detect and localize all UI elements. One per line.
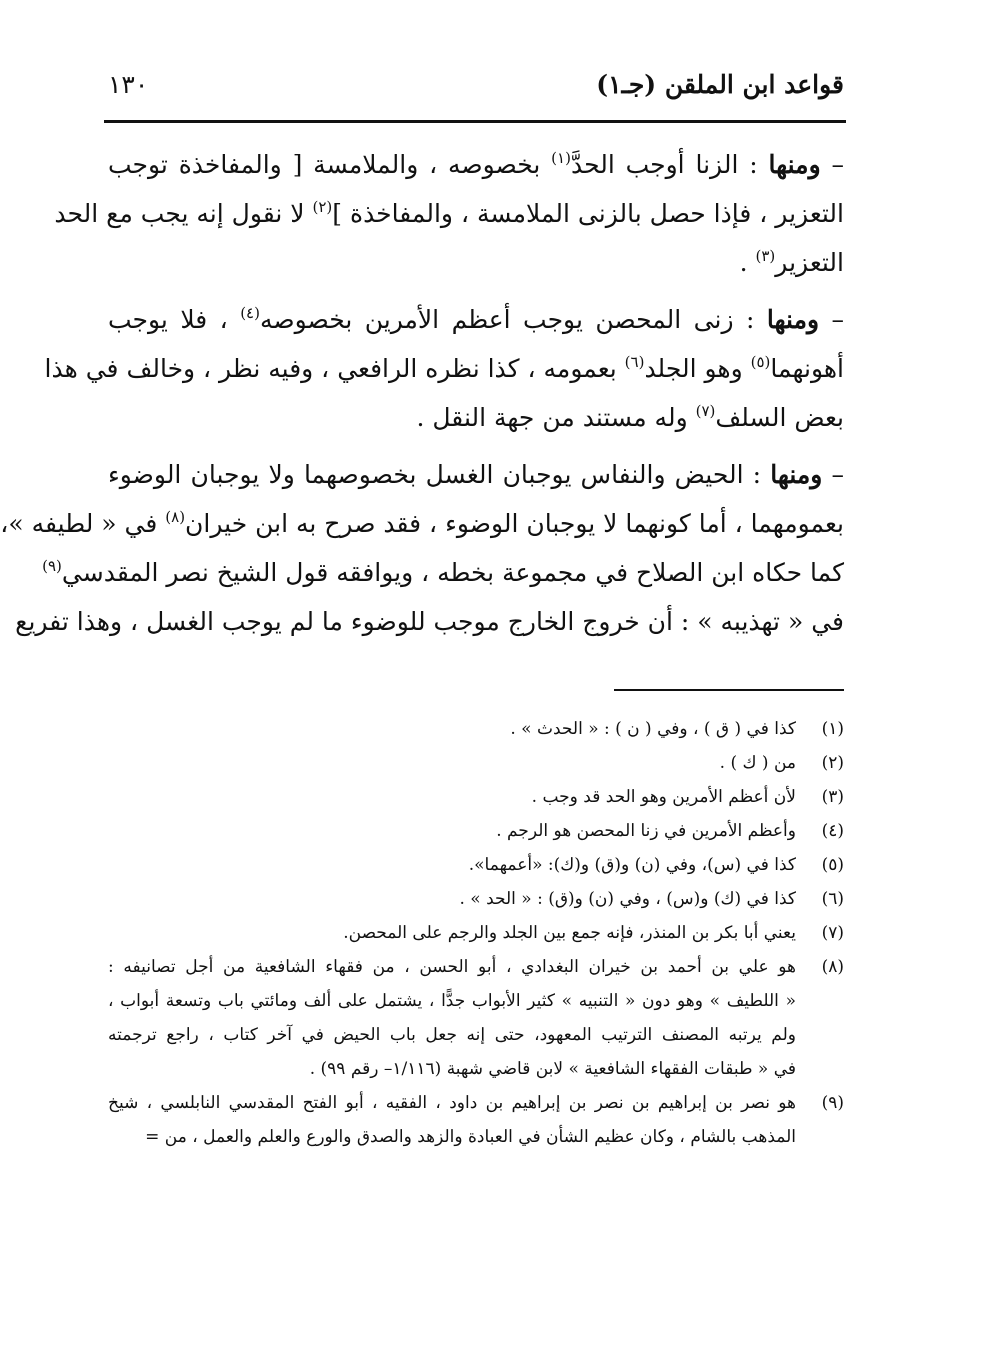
text-run: ، فلا يوجب [108, 305, 241, 334]
footnote-line: هو علي بن أحمد بن خيران البغدادي ، أبو الحسن ، من فقهاء الشافعية من أجل تصانيفه : [108, 957, 796, 977]
footnote [108, 950, 844, 1086]
running-title: قواعد ابن الملقن (جـ١) [596, 70, 844, 99]
text-run: – [822, 460, 844, 489]
text-line [44, 344, 844, 393]
text-run: بعمومه ، كذا نظره الرافعي ، وفيه نظر ، وخالف في هذا [44, 354, 625, 383]
lead-word: ومنها [766, 305, 820, 334]
text-run: : الحيض والنفاس يوجبان الغسل بخصوصهما ولا يوجبان الوضوء [108, 460, 771, 489]
text-line [108, 140, 844, 189]
text-run: : زنى المحصن يوجب أعظم الأمرين بخصوصه [259, 305, 767, 334]
footnote-ref: (٩) [42, 557, 62, 575]
text-line [15, 597, 844, 646]
text-line [108, 450, 844, 499]
text-run: – [820, 150, 844, 179]
footnote-ref: (٦) [624, 353, 645, 371]
footnote [108, 916, 844, 950]
footnote-line: لأن أعظم الأمرين وهو الحد قد وجب . [531, 787, 796, 807]
footnote [108, 712, 844, 746]
header-rule [104, 120, 846, 123]
text-run: : الزنا أوجب الحدَّ [570, 150, 769, 179]
footnote-separator [614, 689, 844, 691]
footnote [108, 814, 844, 848]
footnote [108, 780, 844, 814]
footnote-number: (٣) [821, 787, 844, 807]
footnote-number: (١) [821, 719, 844, 739]
footnote-line: من ( ك ) . [719, 753, 796, 773]
footnote-number: (٢) [821, 753, 844, 773]
text-run: في « تهذيبه » : أن خروج الخارج موجب للوضوء ما لم يوجب الغسل ، وهذا تفريع [15, 607, 844, 636]
footnote-ref: (١) [551, 149, 571, 167]
footnote-number: (٩) [821, 1093, 844, 1113]
footnote-number: (٤) [821, 821, 844, 841]
page-number: ١٣٠ [108, 70, 149, 99]
lead-word: ومنها [768, 150, 821, 179]
footnote-number: (٥) [821, 855, 844, 875]
footnote-ref: (٢) [312, 198, 333, 216]
paragraph [54, 140, 844, 287]
text-run: بعمومهما ، أما كونهما لا يوجبان الوضوء ، فقد صرح به ابن خيران [185, 509, 844, 538]
footnote [108, 1086, 844, 1154]
text-run: – [819, 305, 845, 334]
text-line [54, 189, 844, 238]
text-run: في « لطيفه »، [0, 509, 166, 538]
footnote [108, 746, 844, 780]
footnote-line: كذا في ( ق ) ، وفي ( ن ) : « الحدث » . [510, 719, 796, 739]
footnote-line: « اللطيف » وهو دون « التنبيه » كثير الأبواب جدًّا ، يشتمل على ألف ومائتي باب وتسعة أبواب ، [108, 991, 796, 1011]
text-run: التعزير ، فإذا حصل بالزنى الملامسة ، والمفاخذة ] [332, 199, 844, 228]
text-line [108, 295, 844, 344]
text-run: بعض السلف [715, 403, 844, 432]
footnotes [108, 712, 844, 1154]
footnote-ref: (٧) [695, 402, 716, 420]
text-run: وهو الجلد [644, 354, 751, 383]
footnote-line: كذا في (ك) و(س) ، وفي (ن) و(ق) : « الحد » . [459, 889, 796, 909]
text-line [42, 548, 844, 597]
text-run: أهونهما [770, 354, 844, 383]
footnote-line: وأعظم الأمرين في زنا المحصن هو الرجم . [496, 821, 796, 841]
footnote-ref: (٥) [750, 353, 771, 371]
page-header [108, 70, 844, 114]
footnote-line: كذا في (س)، وفي (ن) و(ق) و(ك): «أعمهما». [468, 855, 796, 875]
footnote-line: يعني أبا بكر بن المنذر، فإنه جمع بين الجلد والرجم على المحصن. [343, 923, 796, 943]
text-run: لا نقول إنه يجب مع الحد [54, 199, 313, 228]
footnote-ref: (٨) [165, 508, 186, 526]
footnote [108, 882, 844, 916]
text-run: . [739, 248, 756, 277]
paragraph [0, 450, 844, 646]
footnote-line: هو نصر بن إبراهيم بن نصر بن إبراهيم بن داود ، الفقيه ، أبو الفتح المقدسي النابلسي ، شيخ [108, 1093, 796, 1113]
lead-word: ومنها [770, 460, 823, 489]
text-run: كما حكاه ابن الصلاح في مجموعة بخطه ، ويوافقه قول الشيخ نصر المقدسي [61, 558, 844, 587]
text-line [0, 499, 844, 548]
footnote-line: ولم يرتبه المصنف الترتيب المعهود، حتى إنه جعل باب الحيض في آخر كتاب ، راجع ترجمته [108, 1025, 796, 1045]
text-run: بخصوصه ، والملامسة [ والمفاخذة توجب [108, 150, 552, 179]
paragraph [44, 295, 845, 442]
footnote-number: (٨) [821, 957, 844, 977]
text-line [108, 393, 844, 442]
footnote-ref: (٤) [240, 304, 260, 322]
text-run: التعزير [775, 248, 844, 277]
footnote-number: (٧) [821, 923, 844, 943]
footnote-line: في « طبقات الفقهاء الشافعية » لابن قاضي شهبة (١/١١٦– رقم ٩٩) . [309, 1059, 796, 1079]
footnote-ref: (٣) [755, 247, 776, 265]
footnote-number: (٦) [821, 889, 844, 909]
text-line [108, 238, 844, 287]
footnote [108, 848, 844, 882]
footnote-line: المذهب بالشام ، وكان عظيم الشأن في العبادة والزهد والصدق والورع والعلم والعمل ، من = [145, 1127, 796, 1147]
text-run: وله مستند من جهة النقل . [416, 403, 696, 432]
main-text [0, 140, 845, 654]
